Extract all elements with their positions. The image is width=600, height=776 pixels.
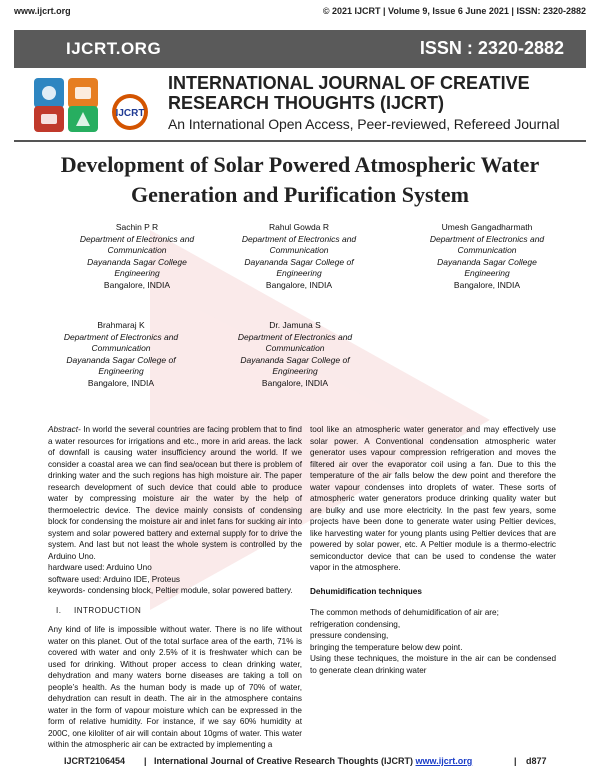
author-name: Umesh Gangadharmath — [441, 222, 533, 232]
citation-info: © 2021 IJCRT | Volume 9, Issue 6 June 2021 | ISSN: 2320-2882 — [322, 6, 586, 16]
author-institution: Dayananda Sagar College of — [240, 354, 350, 365]
abstract-text: In world the several countries are facing problem that to find a water resources for irrigations and etc., more in arid areas. the lack of downfall is causing water insufficiency around the world. If we consider a coastal area we can find sea/ocean but there is problem of drinking water and the such regions has high moisture air. The paper research development of such device that could able to produce water by compressing moisture air the water by the help of thermoelectric device. The device mainly consists of condensing block for condensing the moisture air and inlet fans for sucking air into system and solar powered battery and external supply for to drive the system. And last but not least the whole system is controlled by the Arduino Uno. — [48, 425, 302, 561]
author-dept: Communication — [269, 245, 329, 255]
issn-text: ISSN : 2320-2882 — [419, 38, 564, 58]
brand-text: IJCRT.ORG — [66, 39, 162, 58]
footer-journal — [154, 756, 472, 766]
author-institution: Dayananda Sagar College of — [66, 354, 176, 365]
author-dept: Communication — [91, 343, 151, 353]
author-institution: Dayananda Sagar College — [87, 256, 187, 267]
author-institution: Engineering — [114, 268, 160, 278]
section-number: I. — [56, 605, 62, 615]
author-dept: Department of Electronics and — [63, 331, 179, 342]
author-institution: Dayananda Sagar College — [437, 256, 537, 267]
list-item: pressure condensing, — [310, 631, 389, 640]
author-institution: Dayananda Sagar College of — [244, 256, 354, 267]
author-name: Sachin P R — [115, 222, 159, 232]
page-footer — [14, 756, 586, 770]
footer-journal-name: International Journal of Creative Research Thoughts (IJCRT) — [154, 756, 416, 766]
author-location: Bangalore, INDIA — [87, 377, 155, 388]
author-location: Bangalore, INDIA — [261, 377, 329, 388]
author-block — [46, 320, 196, 389]
footer-link[interactable]: www.ijcrt.org — [415, 756, 473, 766]
list-intro: The common methods of dehumidification of air are; — [310, 608, 499, 617]
author-block — [412, 222, 562, 291]
logo-text: IJCRT — [115, 108, 145, 119]
keywords-line: keywords- condensing block, Peltier module, solar powered battery. — [48, 586, 293, 595]
list-item: refrigeration condensing, — [310, 619, 401, 629]
section-title: INTRODUCTION — [74, 605, 142, 615]
hardware-line: hardware used: Arduino Uno — [48, 563, 152, 572]
paragraph: tool like an atmospheric water generator and may effectively use solar power. A Conventional condensation atmospheric water generator uses vapour compression refrigeration and moves the filtered air over the evaporator coil using a fan. Due to this the temperature of the air falls below the dew point and therefore the water vapour condenses into droplets of water. These sorts of atmospheric water generators produce drinking quality water but are bulky and use more electricity. In the past few years, some projects have been done to generate water using Peltier devices, like harvesting water for young plants using Peltier devices that are powered by solar power, etc. A Peltier module is a thermo-electric semiconductor device that can be used to condense the water vapor in the atmosphere. — [310, 425, 556, 572]
header-divider — [14, 140, 586, 142]
paragraph: Using these techniques, the moisture in the air can be condensed to generate clean drinking water — [310, 654, 556, 675]
paper-id: IJCRT2106454 — [64, 756, 126, 766]
author-dept: Communication — [107, 245, 167, 255]
author-institution: Engineering — [276, 268, 322, 278]
introduction-paragraph: Any kind of life is impossible without water. There is no life without water on this planet. Out of the total surface area of the earth, 71% is covered with water and only 2.5% of it is freshwater which can be used for drinking. Without proper access to clean drinking water, dehydration and many waters borne diseases are taking a toll on people’s health. As the human body is made up of 70% of water, dehydration can result in death. The air in the atmosphere contains water in the form of vapour moisture which can be expressed in the form of relative humidity. For instance, if we say 60% humidity at 200C, one kiloliter of air will contain about 10gms of water. This water within the atmospheric air can be extracted by implementing a — [48, 625, 302, 749]
software-line: software used: Arduino IDE, Proteus — [48, 574, 180, 584]
author-institution: Engineering — [464, 268, 510, 278]
website-link[interactable]: www.ijcrt.org — [14, 6, 71, 16]
section-heading — [48, 605, 302, 617]
author-location: Bangalore, INDIA — [103, 279, 171, 290]
left-column — [48, 424, 302, 751]
journal-title-line1: INTERNATIONAL JOURNAL OF CREATIVE — [168, 73, 530, 93]
author-institution: Engineering — [272, 366, 318, 376]
author-dept: Department of Electronics and — [241, 233, 357, 244]
author-dept: Communication — [457, 245, 517, 255]
right-column — [310, 424, 556, 676]
journal-banner — [14, 30, 586, 68]
author-institution: Engineering — [98, 366, 144, 376]
paper-title: Development of Solar Powered Atmospheric Water Generation and Purification System — [60, 152, 540, 207]
author-location: Bangalore, INDIA — [453, 279, 521, 290]
footer-separator: | — [144, 756, 147, 766]
abstract-label: Abstract- — [48, 425, 81, 434]
footer-separator: | — [514, 756, 517, 766]
author-block — [224, 222, 374, 291]
abstract — [48, 424, 302, 562]
author-name: Rahul Gowda R — [268, 222, 329, 232]
author-name: Dr. Jamuna S — [269, 320, 321, 330]
subheading: Dehumidification techniques — [310, 586, 422, 596]
journal-subtitle: An International Open Access, Peer-reviewed, Refereed Journal — [168, 116, 560, 132]
author-dept: Department of Electronics and — [429, 233, 545, 244]
list-item: bringing the temperature below dew point. — [310, 642, 463, 652]
author-dept: Department of Electronics and — [237, 331, 353, 342]
page-number: d877 — [526, 756, 547, 766]
author-location: Bangalore, INDIA — [265, 279, 333, 290]
author-dept: Communication — [265, 343, 325, 353]
running-header — [14, 6, 586, 18]
author-dept: Department of Electronics and — [79, 233, 195, 244]
author-name: Brahmaraj K — [97, 320, 145, 330]
journal-title-line2: RESEARCH THOUGHTS (IJCRT) — [168, 93, 445, 113]
author-block — [220, 320, 370, 389]
author-block — [62, 222, 212, 291]
journal-logo — [30, 72, 160, 134]
